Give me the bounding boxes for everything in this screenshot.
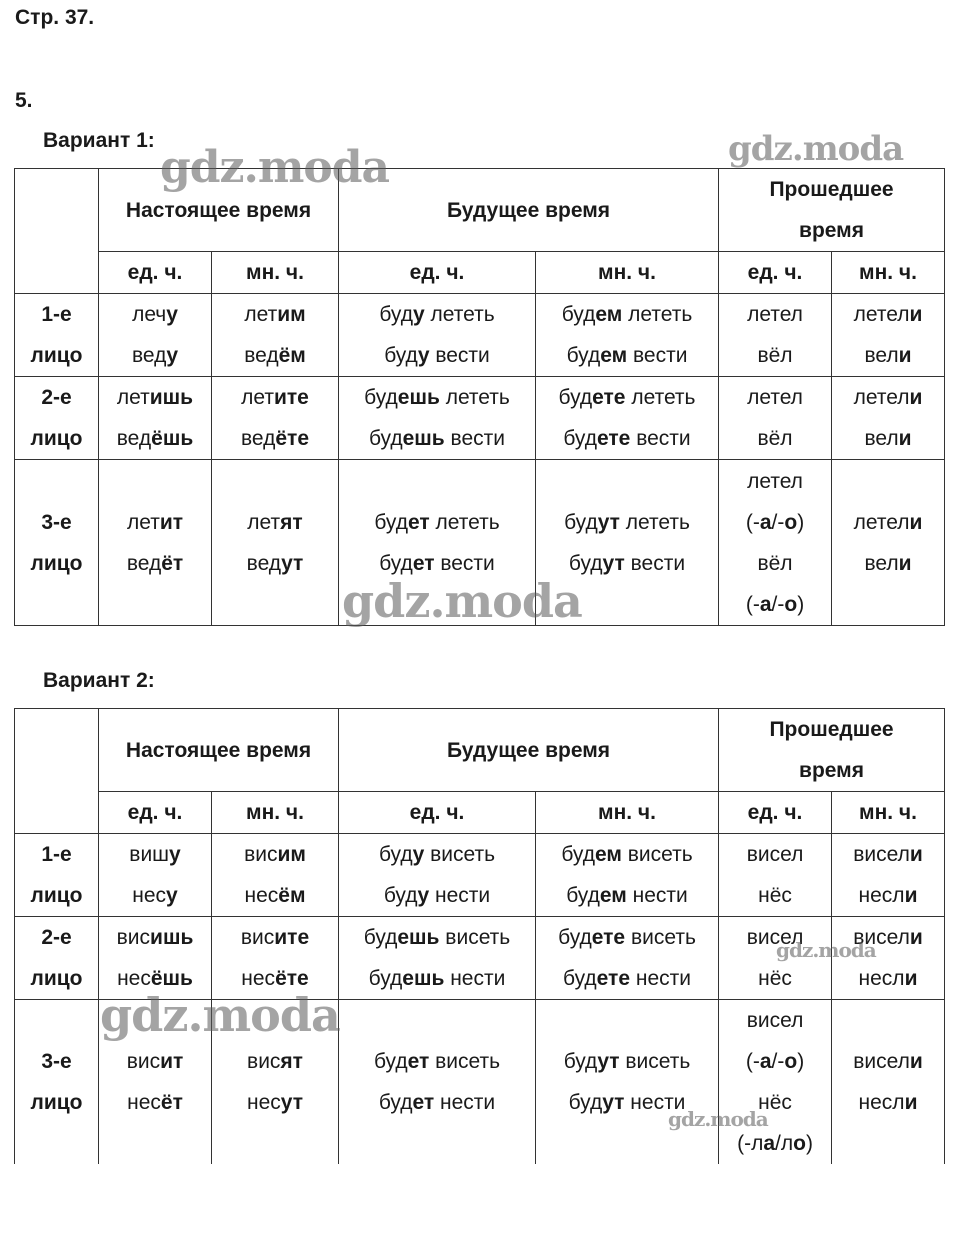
verb-form: летел — [747, 386, 803, 409]
verb-form-cell-future-sg — [339, 460, 536, 626]
verb-form: будешь висеть — [363, 926, 511, 949]
verb-form: (-а/-о) — [745, 510, 805, 534]
verb-form: будут нести — [568, 1091, 686, 1114]
watermark: gdz.moda — [728, 129, 904, 169]
verb-form: нёс — [758, 884, 792, 907]
verb-form: буду нести — [383, 884, 491, 907]
person-label: 3-е лицо — [15, 460, 99, 626]
verb-form: висят — [247, 1050, 303, 1073]
watermark: gdz.moda — [668, 1107, 768, 1131]
variant-2-table — [14, 708, 945, 1164]
verb-form: лечу — [132, 303, 178, 326]
verb-form-cell-future-pl — [536, 1000, 719, 1165]
verb-form-cell-past-sg — [719, 377, 832, 460]
verb-form: несёшь — [117, 967, 193, 990]
verb-form: несём — [244, 884, 306, 907]
verb-form: летят — [247, 510, 303, 534]
verb-form: висишь — [116, 926, 194, 949]
variant-1-table — [14, 168, 945, 626]
verb-form: несу — [132, 884, 178, 907]
pl-header: мн. ч. — [212, 792, 339, 834]
verb-form-cell-past-sg — [719, 294, 832, 377]
person-label: 3-е лицо — [15, 1000, 99, 1165]
person-label: 1-е лицо — [15, 294, 99, 377]
verb-form-cell-past-pl — [832, 834, 945, 917]
verb-form-cell-future-sg — [339, 834, 536, 917]
variant-2-title: Вариант 2: — [43, 669, 155, 692]
corner-cell — [15, 169, 99, 294]
verb-form-cell-past-sg — [719, 460, 832, 626]
sg-header: ед. ч. — [99, 792, 212, 834]
verb-form: ведёшь — [116, 427, 194, 450]
sg-header: ед. ч. — [719, 252, 832, 294]
verb-form: будет лететь — [374, 510, 500, 534]
sg-header: ед. ч. — [99, 252, 212, 294]
verb-form: будем висеть — [561, 843, 693, 866]
verb-form: висит — [126, 1050, 184, 1073]
verb-form: будешь вести — [368, 427, 505, 450]
verb-form-cell-present-pl — [212, 917, 339, 1000]
pl-header: мн. ч. — [832, 252, 945, 294]
verb-form: вели — [864, 551, 912, 575]
verb-form-cell-future-pl — [536, 294, 719, 377]
verb-form: летели — [853, 303, 923, 326]
verb-form-cell-future-sg — [339, 377, 536, 460]
verb-form-cell-future-sg — [339, 294, 536, 377]
verb-form: летели — [853, 386, 923, 409]
verb-form: (-ла/ло) — [737, 1132, 813, 1155]
verb-form: будете лететь — [558, 386, 696, 409]
verb-form-cell-past-pl — [832, 377, 945, 460]
person-label: 2-е лицо — [15, 917, 99, 1000]
verb-form: будете висеть — [558, 926, 696, 949]
page-label: Стр. 37. — [15, 6, 95, 29]
verb-form: вели — [864, 344, 912, 367]
verb-form: несёт — [127, 1091, 183, 1114]
verb-form: будем нести — [566, 884, 688, 907]
verb-form: будете вести — [563, 427, 691, 450]
present-tense-header: Настоящее время — [99, 169, 339, 252]
verb-form: висел — [746, 926, 804, 949]
watermark: gdz.moda — [776, 938, 876, 962]
verb-form: нёс — [758, 1091, 792, 1114]
verb-form-cell-present-pl — [212, 294, 339, 377]
verb-form-cell-future-pl — [536, 917, 719, 1000]
verb-form: будет висеть — [373, 1050, 501, 1073]
task-number: 5. — [15, 89, 33, 112]
verb-form: летим — [244, 303, 306, 326]
verb-form-cell-future-pl — [536, 460, 719, 626]
verb-form: будут вести — [568, 551, 686, 575]
verb-form-cell-present-sg — [99, 377, 212, 460]
corner-cell — [15, 709, 99, 834]
verb-form: летишь — [116, 386, 194, 409]
verb-form-cell-future-sg — [339, 1000, 536, 1165]
verb-form-cell-present-pl — [212, 834, 339, 917]
verb-form: несут — [246, 1091, 303, 1114]
variant-1-title: Вариант 1: — [43, 129, 155, 152]
watermark: gdz.moda — [160, 142, 390, 193]
verb-form: несли — [858, 884, 918, 907]
verb-form: летел — [747, 303, 803, 326]
verb-form-cell-past-sg — [719, 917, 832, 1000]
verb-form: (-а/-о) — [745, 592, 805, 616]
sg-header: ед. ч. — [339, 252, 536, 294]
verb-form-cell-present-sg — [99, 460, 212, 626]
verb-form-cell-present-sg — [99, 1000, 212, 1165]
verb-form-cell-past-pl — [832, 460, 945, 626]
verb-form-cell-past-sg — [719, 1000, 832, 1165]
verb-form: висите — [240, 926, 310, 949]
pl-header: мн. ч. — [536, 792, 719, 834]
verb-form-cell-present-sg — [99, 834, 212, 917]
verb-form: летит — [126, 510, 184, 534]
verb-form: будете нести — [563, 967, 691, 990]
verb-form: будем вести — [566, 344, 688, 367]
verb-form: висели — [853, 1050, 923, 1073]
verb-form: будет вести — [379, 551, 495, 575]
verb-form: будет нести — [378, 1091, 496, 1114]
verb-form: летели — [853, 510, 923, 534]
verb-form-cell-past-pl — [832, 1000, 945, 1165]
future-tense-header: Будущее время — [339, 169, 719, 252]
verb-form: вёл — [757, 551, 793, 575]
verb-form: висели — [853, 926, 923, 949]
verb-form: вёл — [757, 427, 793, 450]
verb-form-cell-future-pl — [536, 377, 719, 460]
person-label: 2-е лицо — [15, 377, 99, 460]
verb-form: буду вести — [384, 344, 490, 367]
watermark: gdz.moda — [100, 988, 340, 1042]
person-label: 1-е лицо — [15, 834, 99, 917]
pl-header: мн. ч. — [832, 792, 945, 834]
verb-form: буду лететь — [379, 303, 495, 326]
verb-form: вёл — [757, 344, 793, 367]
verb-form: летите — [241, 386, 309, 409]
past-tense-header: Прошедшее время — [719, 169, 945, 252]
watermark: gdz.moda — [342, 574, 582, 628]
verb-form: буду висеть — [378, 843, 496, 866]
verb-form: будешь лететь — [364, 386, 510, 409]
sg-header: ед. ч. — [719, 792, 832, 834]
verb-form: будут лететь — [564, 510, 690, 534]
verb-form: несли — [858, 967, 918, 990]
verb-form: ведёт — [126, 551, 184, 575]
verb-form: несёте — [241, 967, 309, 990]
verb-form-cell-past-sg — [719, 834, 832, 917]
verb-form: веду — [131, 344, 179, 367]
verb-form: висим — [244, 843, 306, 866]
past-tense-header: Прошедшее время — [719, 709, 945, 792]
verb-form-cell-past-pl — [832, 917, 945, 1000]
verb-form: летел — [747, 469, 803, 493]
verb-form: несли — [858, 1091, 918, 1114]
verb-form-cell-present-pl — [212, 1000, 339, 1165]
verb-form-cell-future-pl — [536, 834, 719, 917]
pl-header: мн. ч. — [536, 252, 719, 294]
verb-form: будем лететь — [561, 303, 693, 326]
verb-form: нёс — [758, 967, 792, 990]
verb-form: вели — [864, 427, 912, 450]
verb-form: ведём — [244, 344, 306, 367]
verb-form: висели — [853, 843, 923, 866]
verb-form-cell-present-sg — [99, 917, 212, 1000]
verb-form: вишу — [129, 843, 181, 866]
verb-form-cell-present-pl — [212, 460, 339, 626]
verb-form: ведёте — [240, 427, 310, 450]
verb-form-cell-past-pl — [832, 294, 945, 377]
verb-form: висел — [746, 1009, 804, 1032]
future-tense-header: Будущее время — [339, 709, 719, 792]
verb-form: ведут — [246, 551, 304, 575]
verb-form-cell-present-pl — [212, 377, 339, 460]
verb-form: (-а/-о) — [745, 1050, 805, 1073]
verb-form-cell-present-sg — [99, 294, 212, 377]
present-tense-header: Настоящее время — [99, 709, 339, 792]
verb-form: будут висеть — [563, 1050, 691, 1073]
verb-form-cell-future-sg — [339, 917, 536, 1000]
verb-form: будешь нести — [368, 967, 506, 990]
verb-form: висел — [746, 843, 804, 866]
sg-header: ед. ч. — [339, 792, 536, 834]
pl-header: мн. ч. — [212, 252, 339, 294]
